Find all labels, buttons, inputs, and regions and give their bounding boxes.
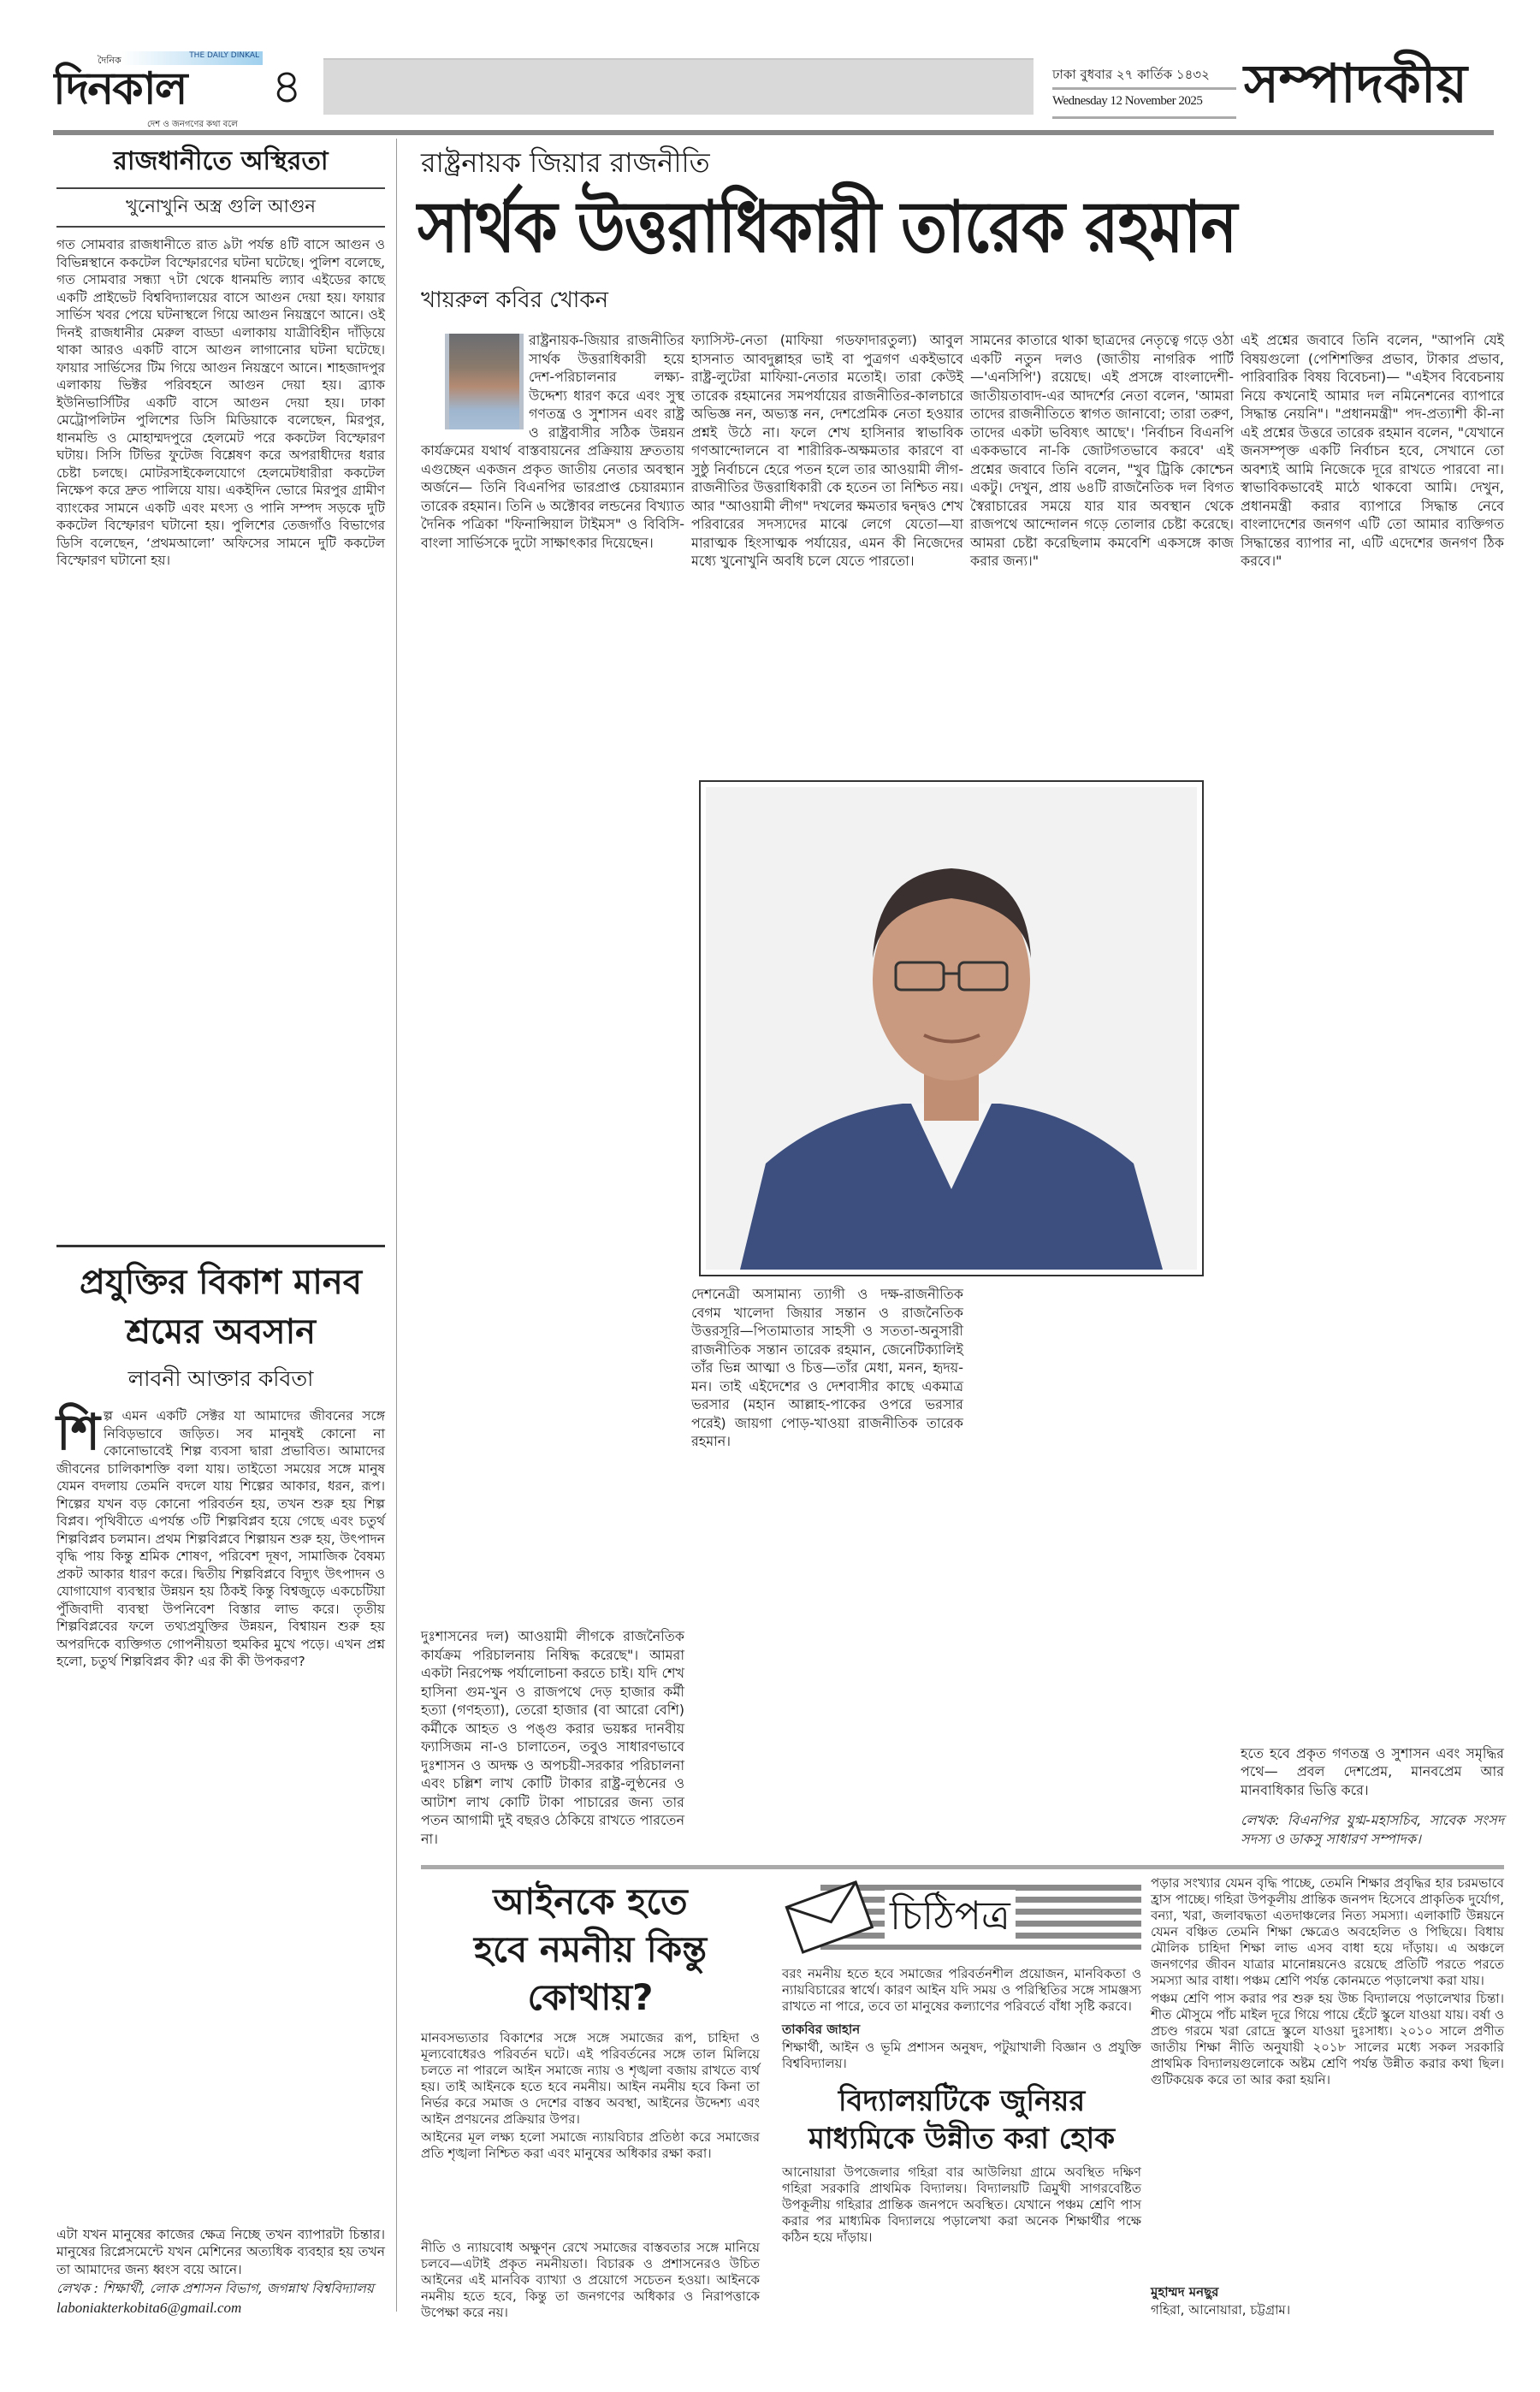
paragraph: পঞ্চম শ্রেণি পাস করার পর শুরু হয় উচ্চ বিদ্যালয়ে পড়ালেখার চিন্তা। শীত মৌসুমে পাঁচ মাইল দূরে গিয়ে পায়ে হেঁটে স্কুলে যাওয়া যায়। বর্ষা ও প্রচণ্ড গরমে খরা রোদ্রে স্কুলে যাওয়া দুঃসাধ্য। ২০১০ সালে প্রণীত জাতীয় শিক্ষা নীতি অনুযায়ী ২০১৮ সালের মধ্যে সকল সরকারি প্রাথমিক বিদ্যালয়গুলোকে অষ্টম শ্রেণি পর্যন্ত উন্নীত করার কথা ছিল। গুটিকয়েক করে তা আর করা হয়নি। [1151,1991,1504,2087]
page-number: ৪ [271,59,303,115]
paragraph: ফ্যাসিস্ট-নেতা (মাফিয়া গডফাদারতুল্য) আবুল হাসনাত আবদুল্লাহর ভাই বা পুত্রগণ একইভাবে রাষ্ট্র-লুটেরা মাফিয়া-নেতার মতোই। তারা কেউই তারেক রহমানের সমপর্যায়ের রাজনীতির-কালচারে অভিজ্ঞ নন, অভ্যস্ত নন, দেশপ্রেমিক নেতা হওয়ার প্রশ্নই উঠে না। ফলে শেখ হাসিনার স্বাভাবিক গণআন্দোলনে বা শারীরিক-অক্ষমতার কারণে বা সুষ্ঠু নির্বাচনে হেরে পতন হলে তার আওয়ামী লীগ-রাজনীতির উত্তরাধিকারী কে হতেন তা নিশ্চিত নয়। আর "আওয়ামী লীগ" দখলের ক্ষমতার দ্বন্দ্বও শেখ পরিবারের সদস্যদের মাঝে লেগে যেতো—যা মারাত্মক হিংসাত্মক পর্যায়ের, এমন কী নিজেদের মধ্যে খুনোখুনি অবধি চলে যেতে পারতো। [691,332,963,569]
tarique-rahman-photo [699,780,1204,1276]
paragraph: মানবসভ্যতার বিকাশের সঙ্গে সঙ্গে সমাজের রূপ, চাহিদা ও মূল্যবোধেরও পরিবর্তন ঘটে। এই পরিবর্তনের সঙ্গে তাল মিলিয়ে চলতে না পারলে আইন সমাজে ন্যায় ও শৃঙ্খলা বজায় রাখতে ব্যর্থ হয়। তাই আইনকে হতে হবে নমনীয়। আইন নমনীয় হবে কিনা তা নির্ভর করে সমাজ ও দেশের বাস্তব অবস্থা, আইনের উদ্দেশ্য এবং আইন প্রণয়নের প্রক্রিয়ার উপর। [421,2030,760,2127]
drop-cap: শি [56,1403,100,1461]
logo-small-text: দৈনিক [98,55,121,66]
paragraph: আনোয়ারা উপজেলার গহিরা বার আউলিয়া গ্রামে অবস্থিত দক্ষিণ গহিরা সরকারি প্রাথমিক বিদ্যালয়। বিদ্যালয়টি ত্রিমুখী সাগরবেষ্টিত উপকূলীয় গহিরার প্রান্তিক জনপদে অবস্থিত। যেখানে পঞ্চম শ্রেণি পাস করার পর মাধ্যমিক বিদ্যালয়ে পড়ালেখা করা অনেক শিক্ষার্থীর পক্ষে কঠিন হয়ে দাঁড়ায়। [782,2164,1141,2245]
letter-1-continued [782,1966,1141,2072]
date-divider [1052,87,1236,90]
date-english: Wednesday 12 November 2025 [1052,94,1203,108]
author-note: লেখক : শিক্ষার্থী, লোক প্রশাসন বিভাগ, জগন্নাথ বিশ্ববিদ্যালয় [56,2281,374,2296]
section-title: সম্পাদকীয় [1244,52,1467,115]
editorial-bottom-footer [56,2226,385,2319]
editorial-subhead: খুনোখুনি অস্ত্র গুলি আগুন [56,189,385,228]
letter-2-headline: বিদ্যালয়টিকে জুনিয়র মাধ্যমিকে উন্নীত করা হোক [808,2084,1115,2156]
paragraph: আইনের মূল লক্ষ্য হলো সমাজে ন্যায়বিচার প্রতিষ্ঠা করে সমাজের প্রতি শৃঙ্খলা নিশ্চিত করা এবং মানুষের অধিকার রক্ষা করা। [421,2129,760,2161]
editorial-bottom-body [56,1403,385,1671]
column-divider [396,139,397,2312]
main-article-column-2-continued [691,1285,963,1453]
letter-2-author-detail: গহিরা, আনোয়ারা, চট্টগ্রাম। [1151,2302,1291,2318]
letter-2-author: মুহাম্মদ মনছুর [1151,2284,1219,2300]
paragraph: এই প্রশ্নের জবাবে তিনি বলেন, "আপনি যেই বিষয়গুলো (পেশিশক্তির প্রভাব, টাকার প্রভাব, পারিবারিক বিষয় বিবেচনা)— "এইসব বিবেচনায় নিয়ে কখনোই আমার দল নমিনেশনের ব্যাপারে সিদ্ধান্ত নেয়নি"। "প্রধানমন্ত্রী" পদ-প্রত্যাশী কী-না এই প্রশ্নের উত্তরে তারেক রহমান বলেন, "যেখানে জনসম্পৃক্ত একটি নির্বাচন হবে, সেখানে তো অবশ্যই আমি নিজেকে দূরে রাখতে পারবো না। স্বাভাবিকভাবেই মাঠে থাকবো আমি। দেখুন, প্রধানমন্ত্রী করার ব্যাপারে সিদ্ধান্ত নেবে বাংলাদেশের জনগণ এটি তো আমার ব্যক্তিগত সিদ্ধান্তের ব্যাপার না, এটি এদেশের জনগণ ঠিক করবে।" [1241,332,1504,569]
paragraph: পড়ার সংখ্যার যেমন বৃদ্ধি পাচ্ছে, তেমনি শিক্ষার প্রবৃদ্ধির হার চরমভাবে হ্রাস পাচ্ছে। গহিরা উপকূলীয় প্রান্তিক জনপদ হিসেবে প্রাকৃতিক দুর্যোগ, বন্যা, খরা, জলাবদ্ধতা এতদাঞ্চলের নিত্য সমস্যা। এলাকাটি উন্নয়নে যেমন বঞ্চিত তেমনি শিক্ষা ক্ষেত্রেও অবহেলিত ও পিছিয়ে। বিধায় মৌলিক চাহিদা শিক্ষা লাভ এসব বাধা হয়ে দাঁড়ায়। এ অঞ্চলে জনগণের জীবন যাত্রার মানোন্নয়নেও রয়েছে প্রতিটি পরতে পরতে সমস্যা আর বাধা। পঞ্চম শ্রেণি পর্যন্ত কোনমতে পড়ালেখা করা যায়। [1151,1875,1504,1988]
letter-1-headline: আইনকে হতে হবে নমনীয় কিন্তু কোথায়? [473,1880,708,2018]
editorial-headline: রাজধানীতে অস্থিরতা [56,139,385,189]
editorial-byline: লাবনী আক্তার কবিতা [127,1366,314,1391]
main-article-column-2 [691,331,963,572]
letter-2-continued [1151,1875,1504,2320]
paragraph: গত সোমবার রাজধানীতে রাত ৯টা পর্যন্ত ৪টি বাসে আগুন ও বিভিন্নস্থানে ককটেল বিস্ফোরণের ঘটনা ঘটেছে। পুলিশ বলেছে, গত সোমবার সন্ধ্যা ৭টা থেকে ধানমন্ডি ল্যাব এইডের কাছে একটি প্রাইভেট বিশ্ববিদ্যালয়ের বাসে আগুন দেয়া হয়। ফায়ার সার্ভিস খবর পেয়ে ঘটনাস্থলে গিয়ে আগুন নিয়ন্ত্রণে আনে। ওই দিনই রাজধানীর মেরুল বাড্ডা এলাকায় যাত্রীবিহীন দাঁড়িয়ে থাকা আরও একটি বাসে আগুন লাগানোর ঘটনা ঘটেছে। ফায়ার সার্ভিসের টিম গিয়ে আগুন নিয়ন্ত্রণে আনে। শাহজাদপুর এলাকায় ভিক্টর পরিবহনে আগুন দেয়া হয়। ব্র্যাক ইউনিভার্সিটির একটি বাসে আগুন দেয়া হয়। ঢাকা মেট্রোপলিটন পুলিশের ডিসি মিডিয়াকে বলেছেন, মিরপুর, ধানমন্ডি ও মোহাম্মদপুরে হেলমেট পরে ককটেল বিস্ফোরণ ঘটায়। সিসি টিভির ফুটেজ বিশ্লেষণ করে অপরাধীদের ধরার চেষ্টা চলছে। মোটরসাইকেলযোগে হেলমেটধারীরা ককটেল নিক্ষেপ করে দ্রুত পালিয়ে যায়। একইদিন ভোরে মিরপুর গ্রামীণ ব্যাংকের সামনে একটি এবং মৎস্য ও পানি সম্পদ সড়কে দুটি ককটেল বিস্ফোরণ ঘটানো হয়। পুলিশের তেজগাঁও বিভাগের ডিসি বলেছেন, ‘প্রথমআলো’ অফিসের সামনে দুটি ককটেল বিস্ফোরণ ঘটানো হয়। [56,237,385,568]
section-rule [56,1245,385,1247]
envelope-icon [782,1878,876,1955]
main-article-kicker: রাষ্ট্রনায়ক জিয়ার রাজনীতি [421,146,710,179]
paragraph: বরং নমনীয় হতে হবে সমাজের পরিবর্তনশীল প্রয়োজন, মানবিকতা ও ন্যায়বিচারের স্বার্থে। কারণ আইন যদি সময় ও পরিস্থিতির সঙ্গে সামঞ্জস্য রাখতে না পারে, তবে তা মানুষের কল্যাণের পরিবর্তে বাঁধা সৃষ্টি করবে। [782,1966,1141,2014]
masthead-rule [53,130,1494,135]
paragraph: দেশনেত্রী অসামান্য ত্যাগী ও দক্ষ-রাজনীতিক বেগম খালেদা জিয়ার সন্তান ও রাজনৈতিক উত্তরসূরি—পিতামাতার সাহসী ও সততা-অনুসারী রাজনীতিক সন্তান তারেক রহমান, জেনেটিক্যালিই তাঁর ভিন্ন আত্মা ও চিত্ত—তাঁর মেধা, মনন, হৃদয়-মন। তাই এইদেশের ও দেশবাসীর কাছে একমাত্র ভরসার (মহান আল্লাহ-পাকের ওপরে ভরসার পরেই) জায়গা পোড়-খাওয়া রাজনীতিক তারেক রহমান। [691,1286,963,1449]
editorial-body [56,236,385,570]
date-bangla: ঢাকা বুধবার ২৭ কার্তিক ১৪৩২ [1052,67,1210,82]
paragraph: হতে হবে প্রকৃত গণতন্ত্র ও সুশাসন এবং সমৃদ্ধির পথে— প্রবল দেশপ্রেম, মানবপ্রেম আর মানবাধিকার ভিত্তি করে। [1241,1744,1504,1798]
masthead [53,51,1494,137]
paragraph: নীতি ও ন্যায়বোধ অক্ষুণ্ন রেখে সমাজের বাস্তবতার সঙ্গে মানিয়ে চলবে—এটাই প্রকৃত নমনীয়তা। বিচারক ও প্রশাসনেরও উচিত আইনের এই মানবিক ব্যাখ্যা ও প্রয়োগে সচেতন হওয়া। আইনকে নমনীয় হতে হবে, কিন্তু তা জনগণের অধিকার ও নিরাপত্তাকে উপেক্ষা করে নয়। [421,2240,760,2320]
logo-tagline: দেশ ও জনগণের কথা বলে [147,120,238,129]
editorial-bottom-headline: প্রযুক্তির বিকাশ মানব শ্রমের অবসান [80,1263,362,1352]
letters-section-header [782,1878,1141,1955]
author-note: লেখক: বিএনপির যুগ্ম-মহাসচিব, সাবেক সংসদ সদস্য ও ডাকসু সাধারণ সম্পাদক। [1241,1812,1504,1847]
newspaper-logo[interactable] [53,51,263,130]
paragraph: এটা যখন মানুষের কাজের ক্ষেত্র নিচ্ছে তখন ব্যাপারটা চিন্তার। মানুষের রিপ্লেসমেন্টে যখন মেশিনের অত্যধিক ব্যবহার হয় তখন তা আমাদের জন্য ধ্বংস বয়ে আনে। [56,2226,385,2277]
author-email[interactable]: laboniakterkobita6@gmail.com [56,2299,242,2316]
main-article-headline: সার্থক উত্তরাধিকারী তারেক রহমান [418,185,1237,269]
editorial-top [56,139,385,571]
letters-middle-column [782,1966,1141,2247]
logo-wordmark: দিনকাল [53,63,187,115]
main-article-column-3 [970,331,1234,572]
paragraph: ল্প এমন একটি সেক্টর যা আমাদের জীবনের সঙ্গে নিবিড়ভাবে জড়িত। সব মানুষই কোনো না কোনোভাবেই শিল্প ব্যবসা দ্বারা প্রভাবিত। আমাদের জীবনের চালিকাশক্তি বলা যায়। তাইতো সময়ের সঙ্গে মানুষ যেমন বদলায় তেমনি বদলে যায় শিল্পের আকার, ধরন, রূপ। শিল্পের যখন বড় কোনো পরিবর্তন হয়, তখন শুরু হয় শিল্প বিপ্লব। পৃথিবীতে এপর্যন্ত ৩টি শিল্পবিপ্লব হয়ে গেছে এবং চতুর্থ শিল্পবিপ্লব চলমান। প্রথম শিল্পবিপ্লবে শিল্পায়ন শুরু হয়, উৎপাদন বৃদ্ধি পায় কিন্তু শ্রমিক শোষণ, পরিবেশ দূষণ, সামাজিক বৈষম্য প্রকট আকার ধারণ করে। দ্বিতীয় শিল্পবিপ্লবে বিদ্যুৎ উৎপাদন ও যোগাযোগ ব্যবস্থার উন্নয়ন হয় ঠিকই কিন্তু বিশ্বজুড়ে একচেটিয়া পুঁজিবাদী ব্যবস্থা উপনিবেশ বিস্তার লাভ করে। তৃতীয় শিল্পবিপ্লবের ফলে তথ্যপ্রযুক্তির উন্নয়ন, বিশ্বায়ন শুরু হয় অপরদিকে ব্যক্তিগত গোপনীয়তা হুমকির মুখে পড়ে। এখন প্রশ্ন হলো, চতুর্থ শিল্পবিপ্লব কী? এর কী কী উপকরণ? [56,1408,385,1669]
date-divider [1052,116,1236,119]
main-article-column-4 [1241,331,1504,1850]
letter-1-author: তাকবির জাহান [782,2022,861,2037]
paragraph: সামনের কাতারে থাকা ছাত্রদের নেতৃত্বে গড়ে ওঠা একটি নতুন দলও (জাতীয় নাগরিক পার্টি—'এনসিপি') রয়েছে। এই প্রসঙ্গে বাংলাদেশী-জাতীয়তাবাদ-এর আদর্শের নেতা বলেন, 'আমরা তাদের রাজনীতিতে স্বাগত জানাবো; তারা তরুণ, তাদের একটা ভবিষ্যৎ আছে'। 'নির্বাচন বিএনপি এককভাবে না-কি জোটগতভাবে করবে' এই প্রশ্নের জবাবে তিনি বলেন, "খুব ট্রিকি কোশ্চেন একটু। দেখুন, প্রায় ৬৪টি রাজনৈতিক দল বিগত স্বৈরাচারের সময়ে যার যার অবস্থান থেকে রাজপথে আন্দোলন গড়ে তোলার চেষ্টা করেছে। আমরা চেষ্টা করেছিলাম কমবেশি একসঙ্গে কাজ করার জন্য।" [970,332,1234,569]
paragraph: দুঃশাসনের দল) আওয়ামী লীগকে রাজনৈতিক কার্যক্রম পরিচালনায় নিষিদ্ধ করেছে"। আমরা একটা নিরপেক্ষ পর্যালোচনা করতে চাই। যদি শেখ হাসিনা গুম-খুন ও রাজপথে দেড় হাজার কর্মী হত্যা (গণহত্যা), তেরো হাজার (বা আরো বেশি) কর্মীকে আহত ও পঙ্গু করার ভয়ঙ্কর দানবীয় ফ্যাসিজম না-ও চালাতেন, তবুও সাধারণভাবে দুঃশাসন ও অদক্ষ ও অপচয়ী-সরকার পরিচালনা এবং চল্লিশ লাখ কোটি টাকার রাষ্ট্র-লুণ্ঠনের ও আটাশ লাখ কোটি টাকা পাচারের জন্য তার পতন আগামী দুই বছরও ঠেকিয়ে রাখতে পারতেন না। [421,1628,684,1847]
portrait-image [706,787,1197,1270]
section-divider [421,1865,1504,1869]
logo-english-strip: THE DAILY DINKAL [121,51,263,65]
paragraph: রাষ্ট্রনায়ক-জিয়ার রাজনীতির সার্থক উত্তরাধিকারী হয়ে দেশ-পরিচালনার লক্ষ্য-উদ্দেশ্য ধারণ করে এবং সুস্থ গণতন্ত্র ও সুশাসন এবং রাষ্ট্র ও রাষ্ট্রবাসীর সঠিক উন্নয়ন কার্যক্রমের যথার্থ বাস্তবায়নের প্রক্রিয়ায় দ্রুততায় এগুচ্ছেন একজন প্রকৃত জাতীয় নেতার অবস্থান অর্জনে— তিনি বিএনপির ভারপ্রাপ্ত চেয়ারম্যান তারেক রহমান। তিনি ৬ অক্টোবর লন্ডনের বিখ্যাত দৈনিক পত্রিকা "ফিনান্সিয়াল টাইমস" ও বিবিসি-বাংলা সার্ভিসকে দুটো সাক্ষাৎকার দিয়েছেন। [421,332,684,551]
letters-section-label: চিঠিপত্র [885,1890,1016,1941]
main-article-column-1 [421,331,684,1850]
letter-1 [421,1878,760,2323]
letter-1-author-detail: শিক্ষার্থী, আইন ও ভূমি প্রশাসন অনুষদ, পটুয়াখালী বিজ্ঞান ও প্রযুক্তি বিশ্ববিদ্যালয়। [782,2040,1141,2071]
ad-placeholder [323,58,1034,115]
main-article-byline: খায়রুল কবির খোকন [421,287,609,313]
editorial-bottom [56,1258,385,2318]
letter-2 [782,2082,1141,2246]
